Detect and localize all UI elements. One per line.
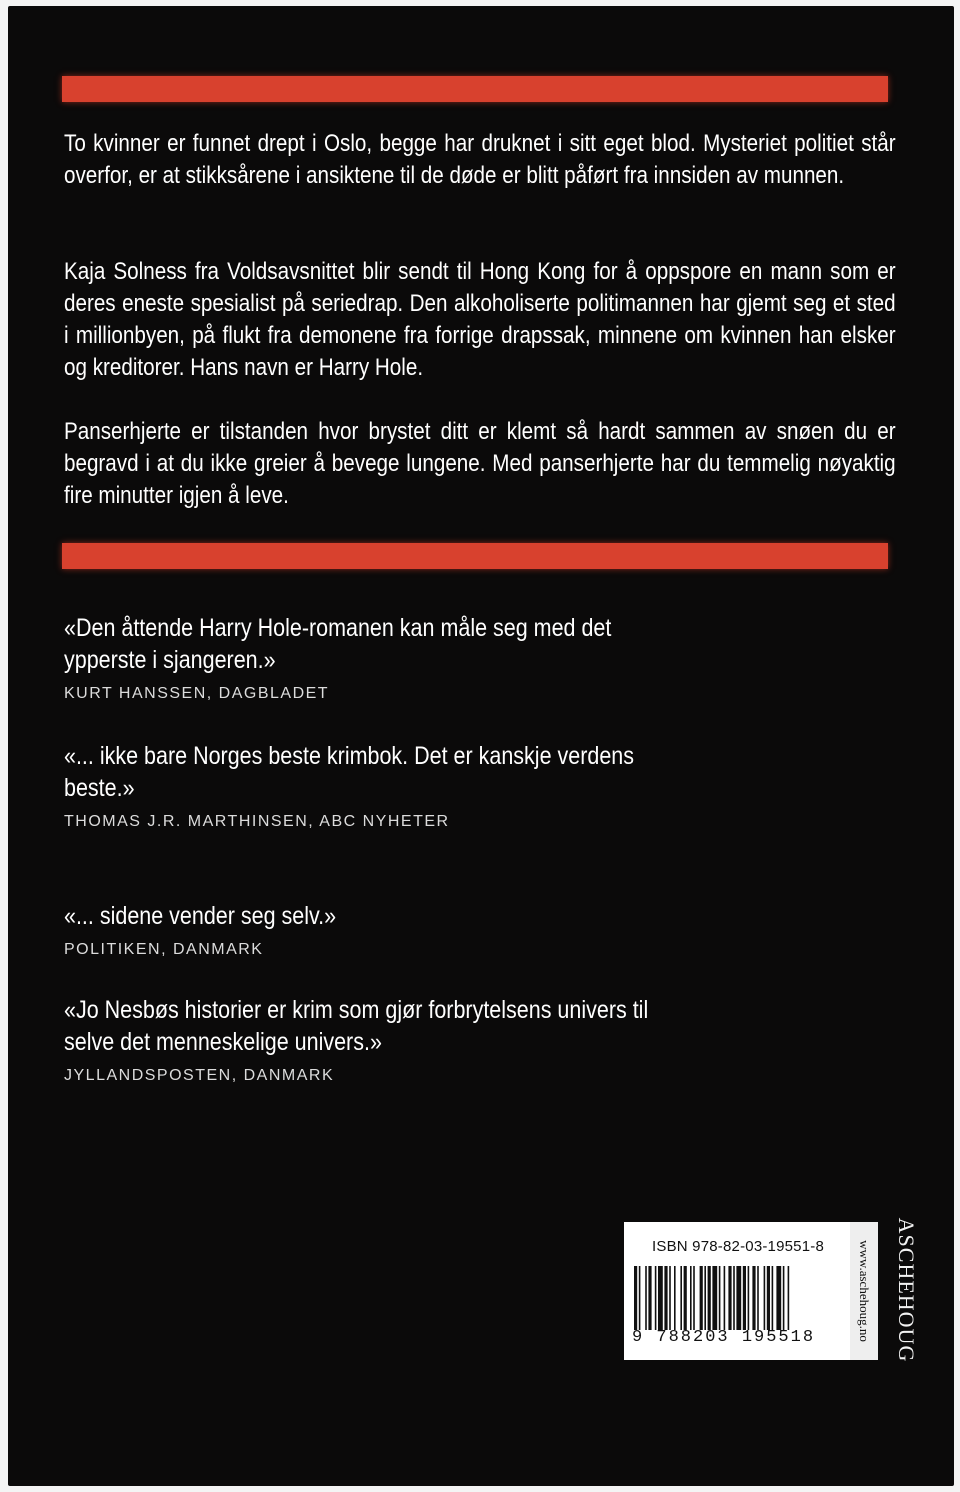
- barcode-number: 9 788203 195518: [632, 1328, 816, 1347]
- top-red-bar: [62, 76, 888, 102]
- review-source-4: JYLLANDSPOSTEN, DANMARK: [64, 1067, 335, 1084]
- barcode-image: [634, 1266, 840, 1330]
- publisher-website: www.aschehoug.no: [857, 1240, 872, 1342]
- review-quote-4: «Jo Nesbøs historier er krim som gjør forbrytelsens univers til selve det menneskelige univers.»: [64, 996, 649, 1056]
- blurb-paragraph-1: To kvinner er funnet drept i Oslo, begge har druknet i sitt eget blod. Mysteriet politiet står overfor, er at stikksårene i ansiktene til de døde er blitt påført fra innsiden av munnen.: [64, 130, 896, 189]
- blurb-paragraph-3: Panserhjerte er tilstanden hvor brystet ditt er klemt så hardt sammen av snøen du er begravd i at du ikke greier å bevege lungene. Med panserhjerte har du temmelig nøyaktig fire minutter igjen å leve.: [64, 418, 896, 509]
- review-source-3: POLITIKEN, DANMARK: [64, 941, 264, 958]
- review-quote-2: «... ikke bare Norges beste krimbok. Det er kanskje verdens beste.»: [64, 742, 635, 802]
- review-source-1: KURT HANSSEN, DAGBLADET: [64, 685, 330, 702]
- barcode-panel: [624, 1222, 850, 1360]
- review-quote-3: «... sidene vender seg selv.»: [64, 902, 337, 930]
- review-quote-1: «Den åttende Harry Hole-romanen kan måle seg med det ypperste i sjangeren.»: [64, 614, 612, 674]
- bottom-red-bar: [62, 543, 888, 569]
- isbn-label: ISBN 978-82-03-19551-8: [652, 1238, 825, 1255]
- review-source-2: THOMAS J.R. MARTHINSEN, ABC NYHETER: [64, 813, 450, 830]
- blurb-paragraph-2: Kaja Solness fra Voldsavsnittet blir sendt til Hong Kong for å oppspore en mann som er deres eneste spesialist på seriedrap. Den alkoholiserte politimannen har gjemt seg et sted i millionbyen, på flukt fra demonene fra forrige drapssak, minnene om kvinnen han elsker og kreditorer. Hans navn er Harry Hole.: [64, 258, 896, 381]
- publisher-logo: ASCHEHOUG: [894, 1217, 919, 1363]
